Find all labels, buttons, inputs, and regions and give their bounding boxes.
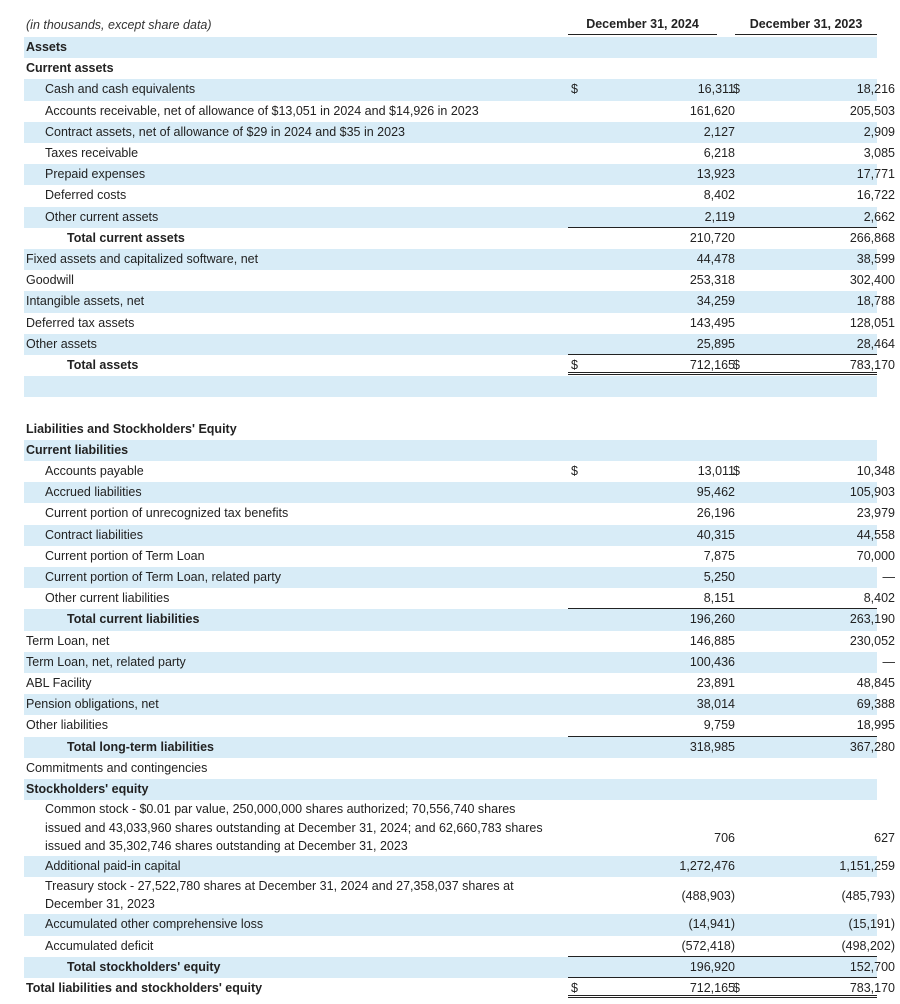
table-row	[24, 715, 895, 736]
value-2024: 9,759	[703, 718, 735, 733]
value-2024: 712,165	[689, 358, 735, 372]
row-label: Fixed assets and capitalized software, net	[26, 252, 259, 266]
table-row	[24, 936, 895, 957]
underline-2023	[733, 995, 877, 998]
value-2024: 161,620	[689, 103, 735, 118]
row-label: Accounts receivable, net of allowance of $13,051 in 2024 and $14,926 in 2023	[45, 103, 479, 118]
row-label: Total stockholders' equity	[67, 959, 221, 974]
table-row	[24, 525, 895, 546]
currency-symbol: $	[571, 981, 578, 995]
table-row	[24, 228, 895, 249]
row-label: Total current assets	[67, 230, 185, 245]
table-row	[24, 101, 895, 122]
row-label: Total current liabilities	[67, 612, 200, 627]
row-label: Taxes receivable	[45, 146, 139, 160]
value-2023: 44,558	[856, 527, 895, 542]
value-2023: —	[882, 654, 895, 669]
value-2024: 25,895	[696, 336, 735, 351]
value-2024: 8,402	[703, 188, 735, 203]
value-2024: 706	[714, 831, 735, 846]
table-row	[24, 758, 877, 779]
value-2023: 783,170	[849, 358, 895, 372]
table-row	[24, 567, 895, 588]
value-2024: 16,311	[697, 82, 735, 97]
underline-2023	[733, 372, 877, 375]
value-2023: 18,788	[856, 294, 895, 309]
row-label: Other current assets	[45, 209, 159, 224]
currency-symbol: $	[733, 358, 740, 372]
value-2023: 17,771	[856, 167, 895, 182]
table-row	[24, 588, 895, 609]
value-2024: 40,315	[696, 527, 735, 542]
row-label: Accrued liabilities	[45, 485, 142, 500]
row-label: Contract assets, net of allowance of $29 in 2024 and $35 in 2023	[45, 124, 405, 139]
value-2024: 210,720	[689, 230, 735, 245]
value-2023: 783,170	[849, 981, 895, 995]
row-label: Current portion of Term Loan, related party	[45, 570, 282, 584]
underline-2024	[568, 372, 737, 375]
currency-symbol: $	[733, 464, 740, 478]
table-row	[24, 461, 895, 482]
table-row	[24, 334, 895, 355]
table-row	[24, 609, 895, 630]
value-2024: (488,903)	[681, 888, 735, 903]
value-2023: 48,845	[856, 676, 895, 690]
row-label: Prepaid expenses	[45, 167, 146, 182]
value-2023: 230,052	[849, 633, 895, 648]
value-2024: 1,272,476	[679, 858, 735, 873]
row-label: Intangible assets, net	[26, 294, 145, 309]
row-label: Total liabilities and stockholders' equity	[26, 981, 263, 995]
value-2024: 146,885	[689, 633, 735, 648]
value-2023: (485,793)	[841, 888, 895, 903]
table-row	[24, 673, 895, 694]
table-row	[24, 631, 895, 652]
column-header-2023: December 31, 2023	[735, 17, 877, 35]
value-2023: 1,151,259	[839, 858, 895, 873]
row-label: Deferred tax assets	[26, 315, 135, 330]
row-label: Other liabilities	[26, 718, 108, 733]
row-label: Deferred costs	[45, 188, 127, 203]
table-row	[24, 694, 895, 715]
value-2024: 8,151	[703, 591, 735, 606]
row-label: Current portion of unrecognized tax benefits	[45, 506, 289, 521]
value-2024: 34,259	[696, 294, 735, 309]
value-2023: 128,051	[849, 315, 895, 330]
row-label: Commitments and contingencies	[26, 760, 208, 775]
row-label: Total assets	[67, 358, 139, 372]
row-label: Other assets	[26, 336, 97, 351]
table-row	[24, 207, 895, 228]
value-2023: 205,503	[849, 103, 895, 118]
table-row	[24, 37, 877, 58]
value-2024: 95,462	[696, 485, 735, 500]
table-row	[24, 164, 895, 185]
value-2023: —	[882, 570, 895, 584]
table-row	[24, 355, 895, 376]
currency-symbol: $	[733, 82, 740, 97]
value-2023: 105,903	[849, 485, 895, 500]
row-label: ABL Facility	[26, 676, 92, 690]
currency-symbol: $	[571, 464, 578, 478]
table-row	[24, 397, 877, 418]
row-label: Common stock - $0.01 par value, 250,000,000 shares authorized; 70,556,740 shares issued and 43,033,960 shares outstanding at December 31, 2024; and 62,660,783 shares issued and 35,302,746 shares outstanding at December 31, 2023	[45, 802, 543, 854]
table-row	[24, 503, 895, 524]
table-row	[24, 440, 877, 461]
row-label: Liabilities and Stockholders' Equity	[26, 421, 237, 436]
value-2023: 302,400	[849, 273, 895, 288]
row-label: Term Loan, net, related party	[26, 654, 186, 669]
table-row	[24, 313, 895, 334]
row-label: Pension obligations, net	[26, 697, 159, 712]
value-2023: 38,599	[856, 252, 895, 266]
table-row	[24, 419, 877, 440]
row-label: Other current liabilities	[45, 591, 170, 606]
value-2024: 5,250	[703, 570, 735, 584]
row-label: Stockholders' equity	[26, 782, 149, 796]
row-label: Accumulated other comprehensive loss	[45, 917, 264, 932]
value-2023: 266,868	[849, 230, 895, 245]
row-label: Current portion of Term Loan	[45, 548, 205, 563]
table-row	[24, 546, 895, 567]
table-row	[24, 270, 895, 291]
table-row	[24, 249, 895, 270]
currency-symbol: $	[733, 981, 740, 995]
value-2024: 143,495	[689, 315, 735, 330]
table-row	[24, 185, 895, 206]
value-2023: 263,190	[849, 612, 895, 627]
value-2023: 18,995	[856, 718, 895, 733]
value-2024: 6,218	[703, 146, 735, 160]
table-row	[24, 914, 895, 935]
value-2024: 2,119	[704, 209, 735, 224]
value-2024: 38,014	[696, 697, 735, 712]
value-2023: 627	[874, 831, 895, 846]
units-label: (in thousands, except share data)	[26, 18, 212, 32]
value-2024: 253,318	[689, 273, 735, 288]
value-2023: 23,979	[856, 506, 895, 521]
table-row	[24, 877, 895, 915]
value-2024: 318,985	[689, 739, 735, 754]
value-2024: 44,478	[696, 252, 735, 266]
table-row	[24, 779, 877, 800]
value-2024: (572,418)	[681, 938, 735, 953]
table-row	[24, 58, 877, 79]
value-2024: 196,920	[689, 959, 735, 974]
value-2024: 13,011	[697, 464, 735, 478]
table-row	[24, 482, 895, 503]
table-row	[24, 143, 895, 164]
row-label: Term Loan, net	[26, 633, 110, 648]
value-2024: 2,127	[703, 124, 735, 139]
row-label: Goodwill	[26, 273, 74, 288]
table-row	[24, 291, 895, 312]
value-2024: 26,196	[696, 506, 735, 521]
row-label: Contract liabilities	[45, 527, 143, 542]
value-2023: 8,402	[863, 591, 895, 606]
value-2024: (14,941)	[688, 917, 735, 932]
value-2024: 23,891	[696, 676, 735, 690]
row-label: Current liabilities	[26, 442, 129, 457]
value-2023: 152,700	[849, 959, 895, 974]
table-row	[24, 800, 895, 856]
value-2023: 10,348	[856, 464, 895, 478]
value-2024: 13,923	[696, 167, 735, 182]
value-2023: 2,662	[863, 209, 895, 224]
table-row	[24, 957, 895, 978]
table-row	[24, 376, 877, 397]
row-label: Treasury stock - 27,522,780 shares at December 31, 2024 and 27,358,037 shares at December 31, 2023	[45, 878, 514, 912]
table-row	[24, 122, 895, 143]
row-label: Cash and cash equivalents	[45, 82, 196, 97]
value-2023: 18,216	[856, 82, 895, 97]
underline-2024	[568, 995, 737, 998]
value-2024: 712,165	[689, 981, 735, 995]
row-label: Accumulated deficit	[45, 938, 154, 953]
row-label: Total long-term liabilities	[67, 739, 215, 754]
value-2023: 28,464	[856, 336, 895, 351]
currency-symbol: $	[571, 82, 578, 97]
currency-symbol: $	[571, 358, 578, 372]
column-header-2024: December 31, 2024	[568, 17, 717, 35]
row-label: Assets	[26, 40, 67, 54]
table-row	[24, 737, 895, 758]
value-2023: (15,191)	[848, 917, 895, 932]
value-2024: 196,260	[689, 612, 735, 627]
table-row	[24, 79, 895, 100]
value-2024: 100,436	[689, 654, 735, 669]
value-2023: 69,388	[856, 697, 895, 712]
table-row	[24, 856, 895, 877]
row-label: Additional paid-in capital	[45, 858, 181, 873]
table-row	[24, 652, 895, 673]
table-header	[0, 0, 900, 36]
row-label: Accounts payable	[45, 464, 144, 478]
value-2023: 3,085	[863, 146, 895, 160]
value-2023: 2,909	[863, 124, 895, 139]
value-2023: 16,722	[856, 188, 895, 203]
row-label: Current assets	[26, 61, 114, 76]
value-2023: 367,280	[849, 739, 895, 754]
value-2023: (498,202)	[841, 938, 895, 953]
table-row	[24, 978, 895, 999]
value-2023: 70,000	[856, 548, 895, 563]
value-2024: 7,875	[703, 548, 735, 563]
